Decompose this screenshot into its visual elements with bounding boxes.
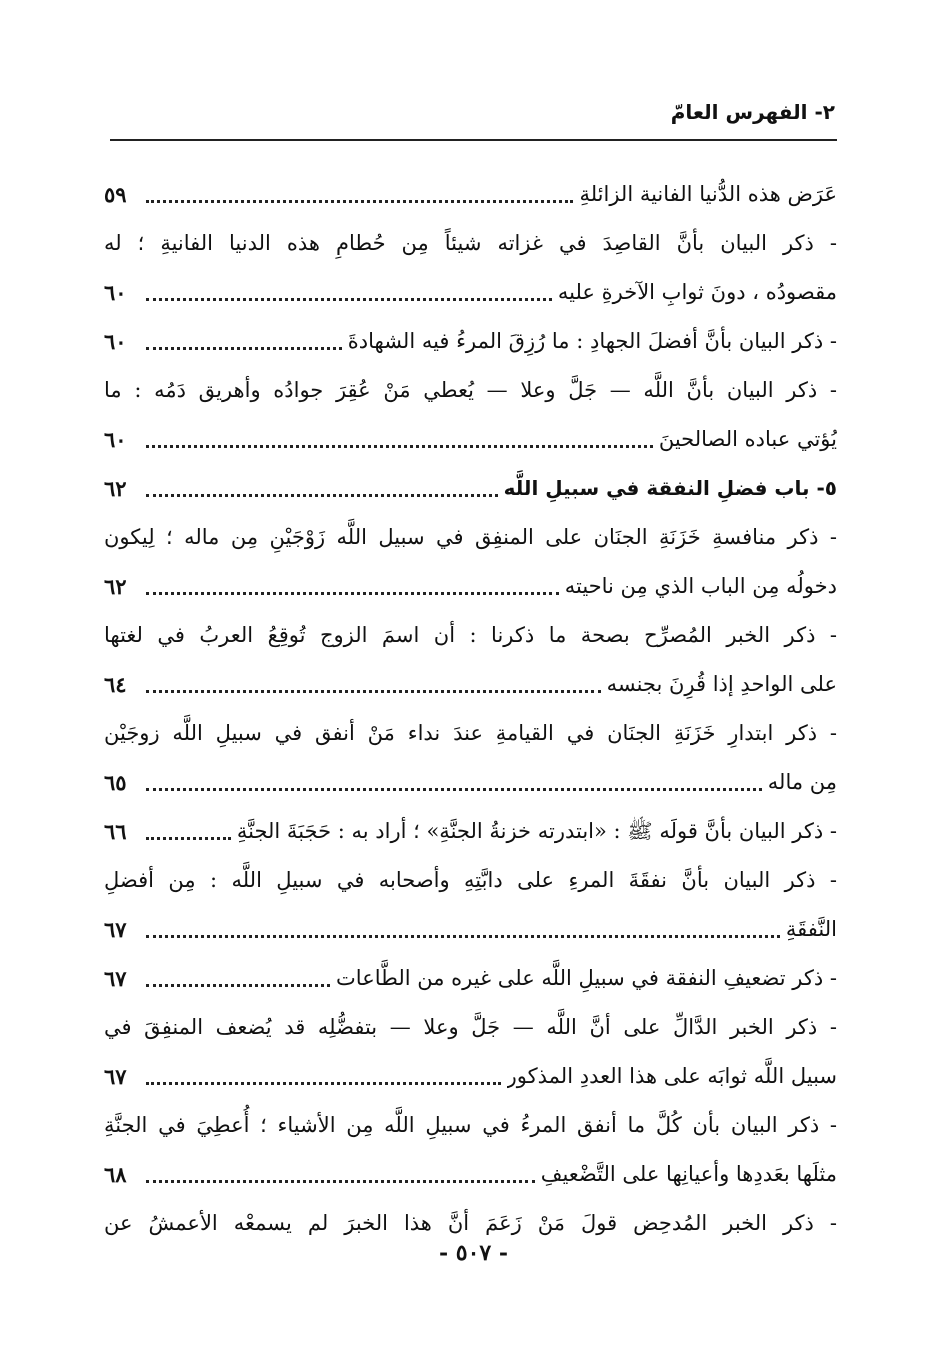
index-line-text: مقصودُه ، دونَ ثوابِ الآخرةِ عليه (557, 280, 837, 304)
index-page-number: ٦٦ (104, 819, 127, 844)
index-entries (104, 170, 837, 1248)
index-page-number: ٥٩ (104, 182, 127, 207)
index-page-number: ٦٠ (104, 329, 127, 354)
index-page-number: ٦٠ (104, 280, 127, 305)
index-line (104, 807, 837, 856)
index-line-text: - ذكر البيان بأنَّ قولَه ﷺ : «ابتدرته خزنةُ الجنَّةِ» ؛ أراد به : حَجَبَةَ الجنَّةِ (236, 819, 837, 843)
index-line (104, 170, 837, 219)
page-number: - ٥٠٧ - (438, 1240, 509, 1266)
index-line-text: - ذكر البيان بأنَّ القاصِدَ في غزاته شيئاً مِن حُطامِ هذه الدنيا الفانيةِ ؛ له (104, 231, 837, 255)
index-line (104, 709, 837, 758)
index-chapter-heading (104, 464, 837, 513)
header-rule (110, 139, 837, 141)
index-line-text: - ذكر تضعيفِ النفقة في سبيلِ اللَّه على غيره من الطَّاعات (336, 966, 837, 990)
index-page-number: ٦٤ (104, 672, 127, 697)
index-line-text: مِن ماله (767, 770, 837, 794)
dot-leader (146, 347, 342, 350)
index-line-text: النَّفقَةِ (785, 917, 837, 941)
index-line-text: - ذكر ابتدارِ خَزَنَةِ الجنَان في القيامةِ عندَ نداء مَنْ أنفق في سبيلِ اللَّه زوجَيْن (104, 721, 837, 745)
dot-leader (146, 200, 573, 203)
index-line (104, 660, 837, 709)
index-line (104, 905, 837, 954)
index-page-number: ٦٧ (104, 1064, 127, 1089)
dot-leader (146, 1082, 501, 1085)
index-line (104, 268, 837, 317)
index-line-text: - ذكر الخبر الدَّالِّ على أنَّ اللَّه — جَلَّ وعلا — بتفضُّلِه قد يُضعف المنفِقَ في (104, 1015, 837, 1039)
dot-leader (146, 935, 780, 938)
index-line-text: سبيل اللَّه ثوابَه على هذا العددِ المذكور (506, 1064, 837, 1088)
dot-leader (146, 690, 601, 693)
section-header-title: ٢- الفهرس العامّ (670, 100, 835, 124)
index-page-number: ٦٥ (104, 770, 127, 795)
index-line-text: - ذكر البيان بأنَّ نفقَةَ المرءِ على دابَّتِهِ وأصحابه في سبيلِ اللَّه : مِن أفضلِ (104, 868, 837, 892)
index-line-text: على الواحدِ إذا قُرِنَ بجنسه (606, 672, 837, 696)
index-page-number: ٦٧ (104, 966, 127, 991)
dot-leader (146, 837, 231, 840)
index-line-text: مثلَها بعَددِها وأعيانِها على التَّضْعيفِ (540, 1162, 837, 1186)
dot-leader (146, 1180, 535, 1183)
index-line-text: عَرَض هذه الدُّنيا الفانية الزائلةِ (579, 182, 837, 206)
dot-leader (146, 592, 559, 595)
index-line-text: دخولُه مِن الباب الذي مِن ناحيته (564, 574, 837, 598)
index-page-number: ٦٢ (104, 574, 127, 599)
index-line (104, 513, 837, 562)
index-page-number: ٦٠ (104, 427, 127, 452)
index-page-number: ٦٨ (104, 1162, 127, 1187)
index-page-number: ٦٢ (104, 476, 127, 501)
dot-leader (146, 494, 498, 497)
dot-leader (146, 298, 552, 301)
index-line (104, 366, 837, 415)
index-line-text: - ذكر الخبر المُدحِض قولَ مَنْ زَعَمَ أنَّ هذا الخبرَ لم يسمعْه الأعمشُ عن (104, 1211, 837, 1235)
dot-leader (146, 788, 762, 791)
index-line (104, 1003, 837, 1052)
index-line (104, 562, 837, 611)
index-line (104, 317, 837, 366)
index-line-text: - ذكر الخبر المُصرِّح بصحة ما ذكرنا : أن اسمَ الزوج تُوقِعُ العربُ في لغتها (104, 623, 837, 647)
index-line (104, 1052, 837, 1101)
index-line (104, 415, 837, 464)
index-line (104, 856, 837, 905)
index-line (104, 1150, 837, 1199)
index-line (104, 954, 837, 1003)
dot-leader (146, 984, 330, 987)
index-line-text: ٥- باب فضلِ النفقة في سبيلِ اللَّه (503, 476, 837, 500)
index-line (104, 611, 837, 660)
index-line (104, 1101, 837, 1150)
dot-leader (146, 445, 653, 448)
index-line (104, 219, 837, 268)
index-line-text: - ذكر البيان بأنَّ أفضلَ الجهادِ : ما رُزِقَ المرءُ فيه الشهادةَ (347, 329, 837, 353)
index-line-text: - ذكر البيان بأن كُلَّ ما أنفق المرءُ في سبيلِ اللَّه مِن الأشياء ؛ أُعطِيَ في الجنَّةِ (104, 1113, 837, 1137)
index-page-number: ٦٧ (104, 917, 127, 942)
index-line-text: يُؤتي عباده الصالحينَ (658, 427, 837, 451)
index-line-text: - ذكر منافسةِ خَزَنَةِ الجنَان على المنفِق في سبيل اللَّه زَوْجَيْنِ مِن ماله ؛ لِيكون (104, 525, 837, 549)
index-line (104, 758, 837, 807)
index-line-text: - ذكر البيان بأنَّ اللَّه — جَلَّ وعلا — يُعطي مَنْ عُقِرَ جوادُه وأهريق دَمُه : ما (104, 378, 837, 402)
